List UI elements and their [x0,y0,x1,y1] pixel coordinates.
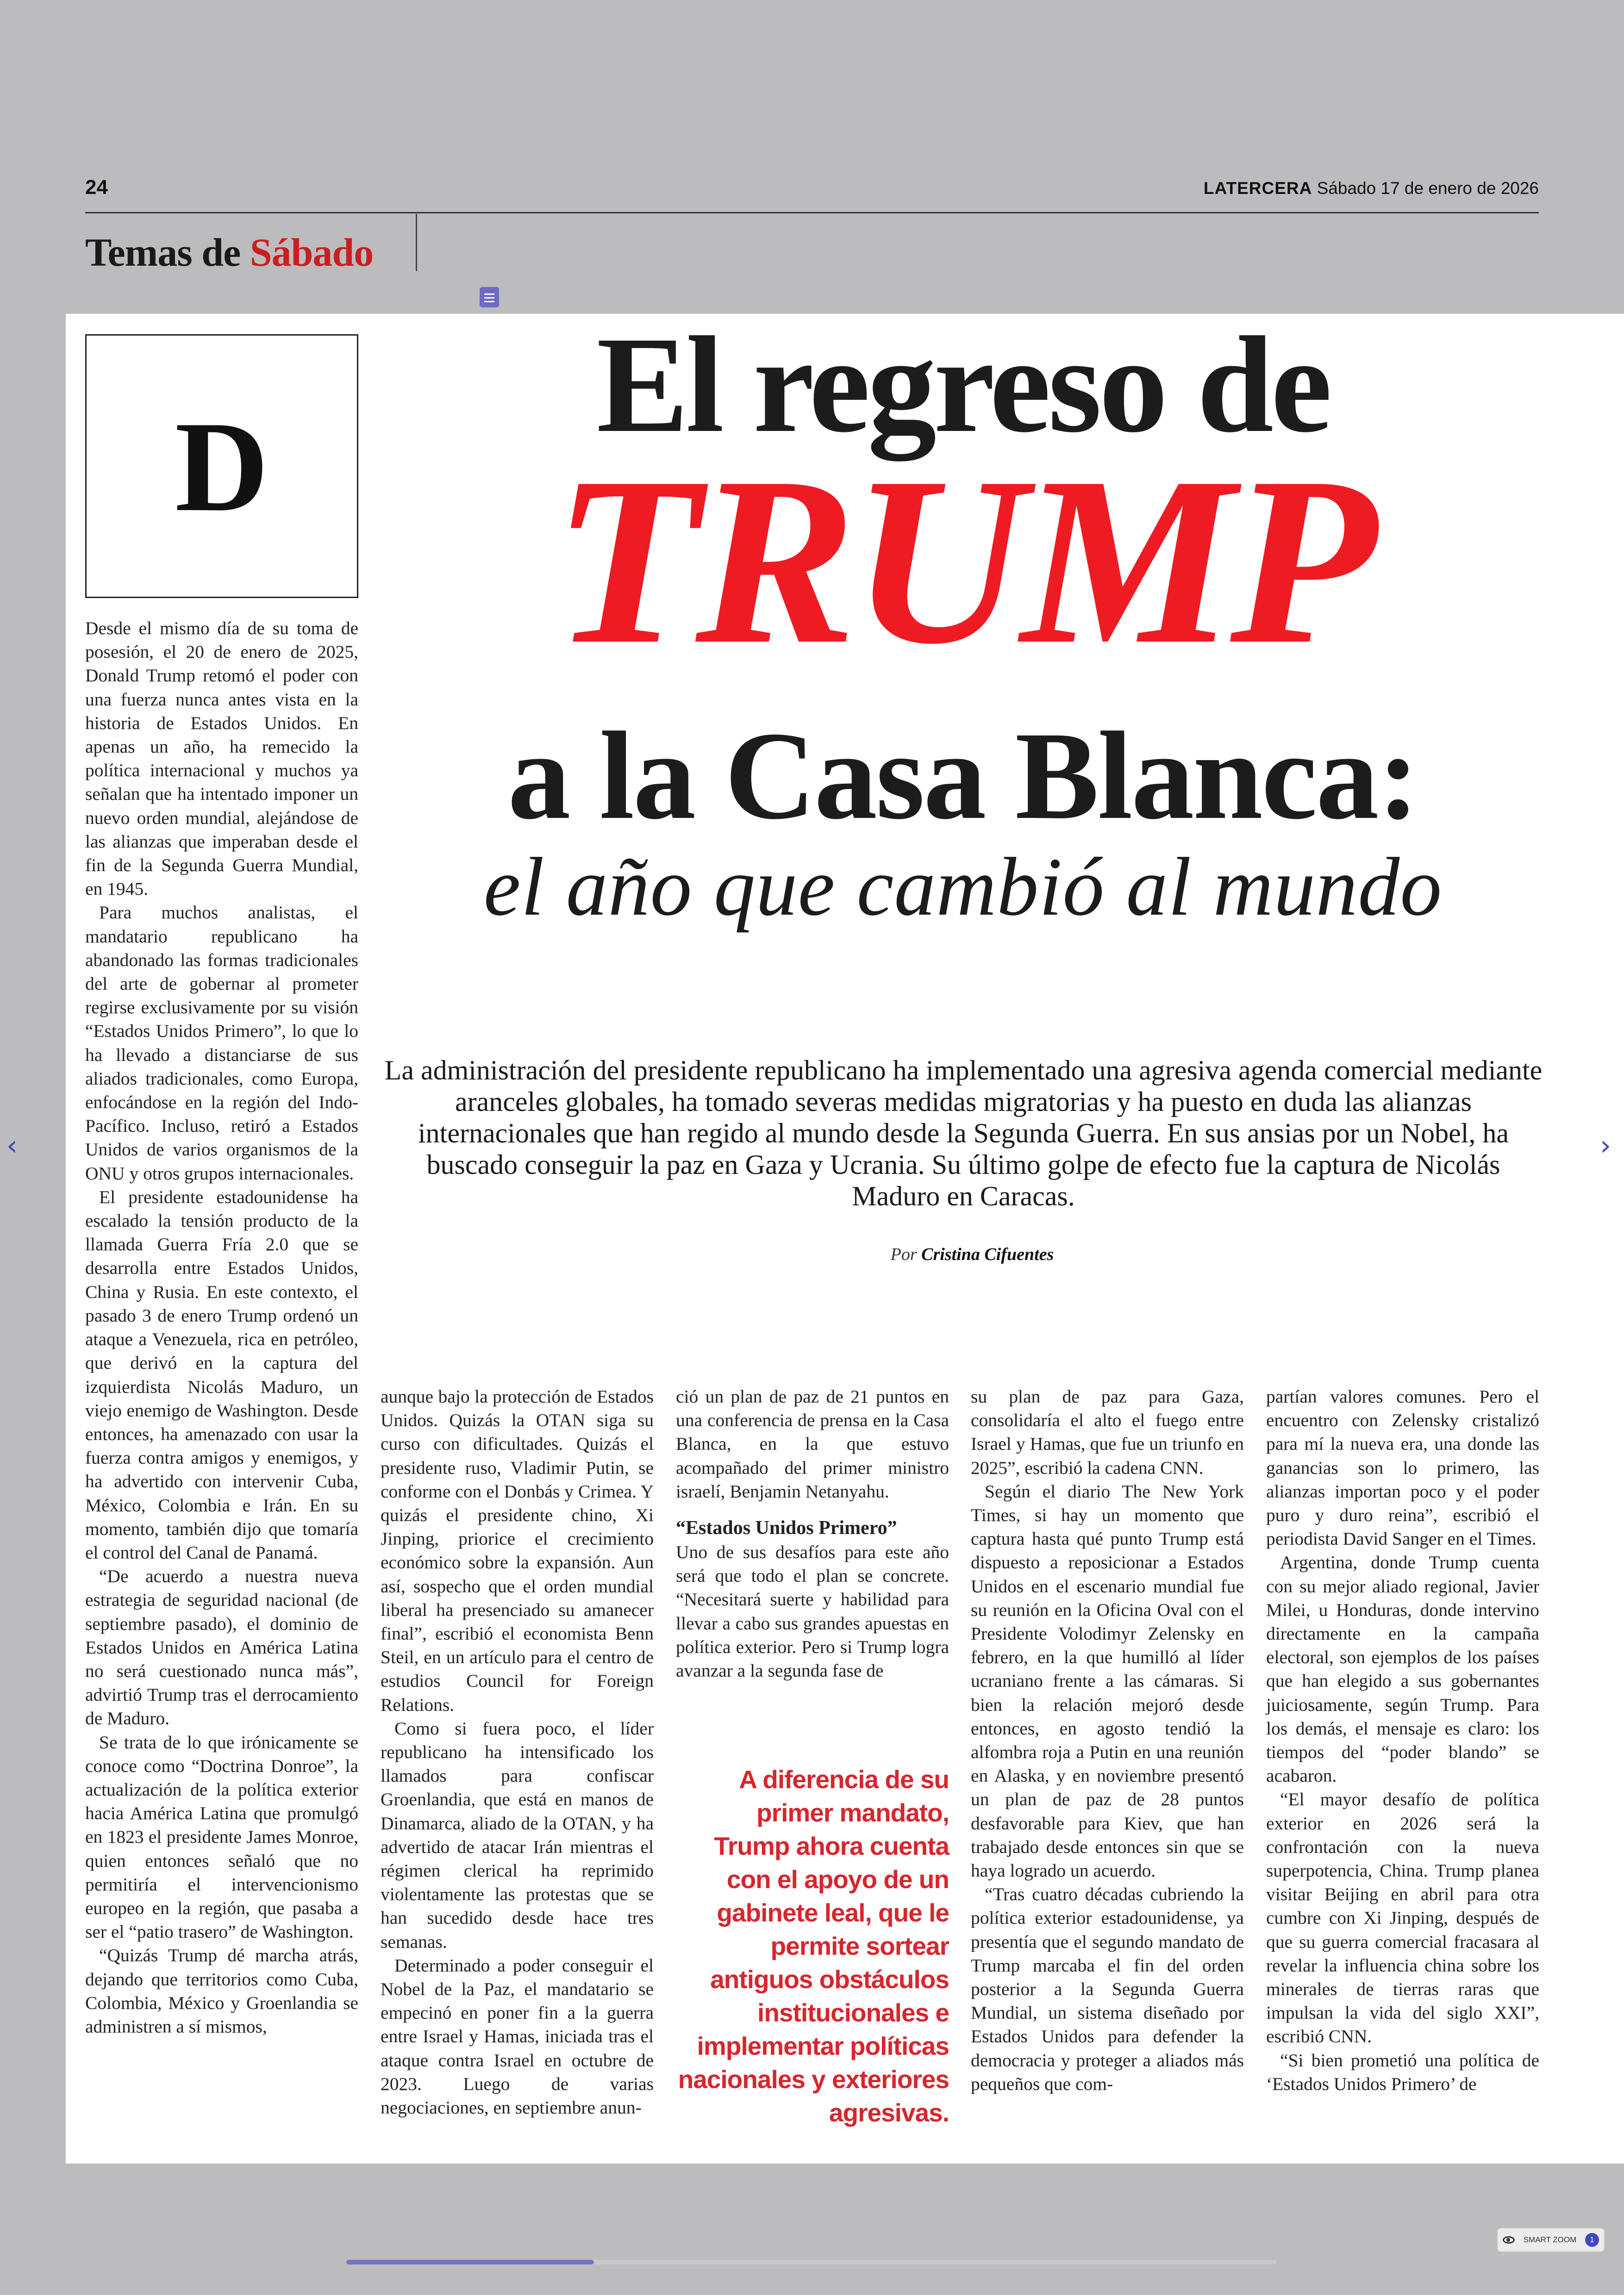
paragraph: Argentina, donde Trump cuenta con su mejor aliado regional, Javier Milei, u Honduras, donde intervino directamente en la campaña electoral, son ejemplos de los países que han elegido a sus gobernantes juiciosamente, según Trump. Para los demás, el mensaje es claro: los tiempos del “poder blando” se acabaron. [1266,1552,1539,1786]
byline [787,1244,1157,1265]
byline-prefix: Por [890,1245,917,1264]
paragraph: Determinado a poder conseguir el Nobel de la Paz, el mandatario se empecinó en poner fin a la guerra entre Israel y Hamas, iniciada tras el ataque contra Israel en octubre de 2023. Luego de varias negociaciones, en septiembre anun- [381,1955,654,2118]
headline-line-3: a la Casa Blanca: [507,706,1418,845]
section-title [85,229,373,275]
note-icon[interactable] [480,287,499,307]
paragraph: Como si fuera poco, el líder republicano ha intensificado los llamados para confiscar Groenlandia, que está en manos de Dinamarca, aliado de la OTAN, y ha advertido de atacar Irán mientras el régimen clerical ha reprimido violentamente las protestas que se han sucedido desde hace tres semanas. [381,1718,654,1952]
eye-icon [1503,2236,1515,2244]
byline-author: Cristina Cifuentes [921,1245,1054,1264]
smart-zoom-button[interactable] [1497,2228,1605,2252]
paragraph: “De acuerdo a nuestra nueva estrategia de seguridad nacional (de septiembre pasado), el dominio de Estados Unidos en América Latina no será cuestionado nunca más”, advirtió Trump tras el derrocamiento de Maduro. [85,1566,358,1729]
paragraph: Para muchos analistas, el mandatario republicano ha abandonado las formas tradicionales del arte de gobernar al prometer regirse exclusivamente por su visión “Estados Unidos Primero”, lo que lo ha llevado a distanciarse de sus aliados tradicionales, como Europa, enfocándose en la región del Indo-Pacífico. Incluso, retiró a Estados Unidos de varios organismos de la ONU y otros grupos internacionales. [85,902,358,1184]
drop-cap-box [85,334,358,598]
paragraph: partían valores comunes. Pero el encuentro con Zelensky cristalizó para mí la nueva era, una donde las ganancias son lo primero, las alianzas importan poco y el poder puro y duro reina”, escribió el periodista David Sanger en el Times. [1266,1386,1539,1549]
drop-cap: D [175,394,269,538]
paragraph: Según el diario The New York Times, si hay un momento que captura hasta qué punto Trump está dispuesto a reposicionar a Estados Unidos en el escenario mundial fue su reunión en la Oficina Oval con el Presidente Volodimyr Zelensky en febrero, en la que humilló al líder ucraniano frente a las cámaras. Si bien la relación mejoró desde entonces, en agosto tendió la alfombra roja a Putin en una reunión en Alaska, y en noviembre presentó un plan de paz de 28 puntos desfavorable para Kiev, que han trabajado desde entonces sin que se haya logrado un acuerdo. [971,1481,1244,1881]
deck-summary: La administración del presidente republicano ha implementado una agresiva agenda comercial mediante aranceles globales, ha tomado severas medidas migratorias y ha puesto en duda las alianzas internacionales que han regido al mundo desde la Segunda Guerra. En sus ansias por un Nobel, ha buscado conseguir la paz en Gaza y Ucrania. Su último golpe de efecto fue la captura de Nicolás Maduro en Caracas. [384,1055,1543,1211]
header-rule [85,212,1539,213]
headline-subtitle: el año que cambió al mundo [483,841,1443,933]
publication-date: Sábado 17 de enero de 2026 [1317,179,1539,198]
section-divider [416,214,417,271]
headline-trump: TRUMP [553,428,1373,694]
paragraph: Uno de sus desafíos para este año será que todo el plan se concrete. “Necesitará suerte y habilidad para llevar a cabo sus grandes apuestas en política exterior. Pero si Trump logra avanzar a la segunda fase de [676,1542,949,1681]
page-progress-fill [346,2260,594,2264]
paragraph: ció un plan de paz de 21 puntos en una conferencia de prensa en la Casa Blanca, en la que estuvo acompañado del primer ministro israelí, Benjamin Netanyahu. [676,1386,949,1502]
article-column-3 [676,1385,949,1681]
paragraph: su plan de paz para Gaza, consolidaría el alto el fuego entre Israel y Hamas, que fue un triunfo en 2025”, escribió la cadena CNN. [971,1386,1244,1478]
article-column-1 [85,617,358,2126]
page-number: 24 [85,176,108,199]
next-page-arrow-icon[interactable]: › [1600,1129,1611,1162]
section-title-part2: Sábado [250,230,374,274]
article-column-4 [971,1385,1244,2126]
paragraph: El presidente estadounidense ha escalado la tensión producto de la llamada Guerra Fría 2.0 que se desarrolla entre Estados Unidos, China y Rusia. En este contexto, el pasado 3 de enero Trump ordenó un ataque a Venezuela, rica en petróleo, que derivó en la captura del izquierdista Nicolás Maduro, un viejo enemigo de Washington. Desde entonces, ha amenazado con usar la fuerza contra amigos y enemigos, y ha advertido con intervenir Cuba, México, Colombia e Irán. En su momento, también dijo que tomaría el control del Canal de Panamá. [85,1186,358,1563]
publication-line [1204,179,1539,198]
headline-line-1: El regreso de [596,308,1330,461]
article-column-5 [1266,1385,1539,2126]
pull-quote: A diferencia de su primer mandato, Trump ahora cuenta con el apoyo de un gabinete leal, que le permite sortear antiguos obstáculos institucionales e implementar políticas nacionales y exteriores agresivas. [678,1765,949,2127]
previous-page-arrow-icon[interactable]: ‹ [6,1129,18,1162]
subheading: “Estados Unidos Primero” [676,1517,897,1539]
paragraph: “Tras cuatro décadas cubriendo la política exterior estadounidense, ya presentía que el segundo mandato de Trump marcaba el fin del orden posterior a la Segunda Guerra Mundial, un sistema diseñado por Estados Unidos para defender la democracia y proteger a aliados más pequeños que com- [971,1884,1244,2094]
paragraph: aunque bajo la protección de Estados Unidos. Quizás la OTAN siga su curso con dificultades. Quizás el presidente ruso, Vladimir Putin, se conforme con el Donbás y Crimea. Y quizás el presidente chino, Xi Jinping, priorice el crecimiento económico sobre la expansión. Aun así, sospecho que el orden mundial liberal ha presenciado su amanecer final”, escribió el economista Benn Steil, en un artículo para el centro de estudios Council for Foreign Relations. [381,1386,654,1715]
paragraph: Desde el mismo día de su toma de posesión, el 20 de enero de 2025, Donald Trump retomó el poder con una fuerza nunca antes vista en la historia de Estados Unidos. En apenas un año, ha remecido la política internacional y muchos ya señalan que ha intentado imponer un nuevo orden mundial, alejándose de las alianzas que imperaban desde el fin de la Segunda Guerra Mundial, en 1945. [85,618,358,899]
smart-zoom-badge: 1 [1585,2233,1599,2247]
paragraph: Se trata de lo que irónicamente se conoce como “Doctrina Donroe”, la actualización de la política exterior hacia América Latina que promulgó en 1823 el presidente James Monroe, quien entonces señaló que no permitiría el intervencionismo europeo en la región, que pasaba a ser el “patio trasero” de Washington. [85,1732,358,1942]
paragraph: “Si bien prometió una política de ‘Estados Unidos Primero’ de [1266,2050,1539,2094]
paragraph: “El mayor desafío de política exterior en 2026 será la confrontación con la nueva superpotencia, China. Trump planea visitar Beijing en abril para otra cumbre con Xi Jinping, después de que su guerra comercial fracasara al revelar la influencia china sobre los minerales de tierras raras que impulsan la vida del siglo XXI”, escribió CNN. [1266,1789,1539,2047]
publication-name: LATERCERA [1203,179,1312,198]
paragraph: “Quizás Trump dé marcha atrás, dejando que territorios como Cuba, Colombia, México y Groenlandia se administren a sí mismos, [85,1945,358,2037]
section-title-part1: Temas de [85,230,241,274]
smart-zoom-label: SMART ZOOM [1523,2235,1577,2244]
article-column-2 [381,1385,654,2126]
